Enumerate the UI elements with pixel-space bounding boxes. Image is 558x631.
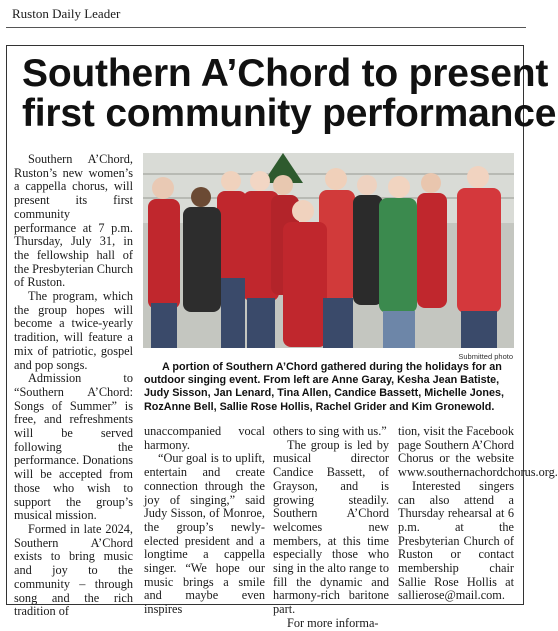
- body-column-2: [144, 425, 265, 617]
- headline-line-2: first community performance: [22, 92, 557, 135]
- body-column-1: [14, 153, 133, 619]
- publication-name: Ruston Daily Leader: [12, 6, 121, 21]
- paragraph: tion, visit the Facebook page Southern A’Chord Chorus or the website www.southernachordchorus.org.: [398, 424, 558, 480]
- paragraph: Admission to “Southern A’Chord: Songs of Summer” is free, and refreshments will be served following the performance. Donations will be accepted from those who wish to support the group’s musical mission.: [14, 371, 133, 523]
- body-column-4: [398, 424, 558, 603]
- headline-line-1: Southern A’Chord to present: [22, 52, 549, 95]
- paragraph: Formed in late 2024, Southern A’Chord exists to bring music and joy to the community – through song and the rich tradition of: [14, 521, 133, 619]
- paragraph: Southern A’Chord, Ruston’s new women’s a cappella chorus, will present its first community performance at 7 p.m. Thursday, July 31, in the fellowship hall of the Presbyterian Church of Ruston.: [14, 152, 133, 290]
- photo-caption: A portion of Southern A’Chord gathered during the holidays for an outdoor singing event. From left are Anne Garay, Kesha Jean Batiste, Judy Sisson, Jan Lenard, Tina Allen, Candice Bassett, Michelle Jones, RozAnne Bell, Sallie Rose Hollis, Rachel Grider and Kim Gronewold.: [144, 361, 505, 413]
- paragraph: For more informa-: [287, 615, 379, 630]
- group-photo: [143, 153, 514, 348]
- paragraph: Interested singers can also attend a Thursday rehearsal at 6 p.m. at the Presbyterian Church of Ruston or contact membership chair Sallie Rose Hollis at sallierose@mail.com.: [398, 478, 514, 603]
- header-rule: [6, 27, 526, 28]
- paragraph: unaccompanied vocal harmony.: [144, 424, 265, 452]
- headline: [22, 52, 557, 135]
- group-photo-illustration: [143, 153, 514, 348]
- body-column-3: [273, 425, 389, 631]
- paragraph: The group is led by musical director Candice Bassett, of Grayson, and is growing steadily. Southern A’Chord welcomes new members, at this time especially those who sing in the alto range to fill the dynamic and harmony-rich baritone part.: [273, 437, 389, 617]
- paragraph: “Our goal is to uplift, entertain and create connection through the joy of singing,” said Judy Sisson, of Monroe, the group’s newly-elected president and a longtime a cappella singer. “We hope our music brings a smile and maybe even inspires: [144, 451, 265, 617]
- paragraph: others to sing with us.”: [273, 424, 387, 438]
- paragraph: The program, which the group hopes will become a twice-yearly tradition, will feature a mix of patriotic, gospel and pop songs.: [14, 289, 133, 372]
- photo-credit: Submitted photo: [458, 352, 513, 361]
